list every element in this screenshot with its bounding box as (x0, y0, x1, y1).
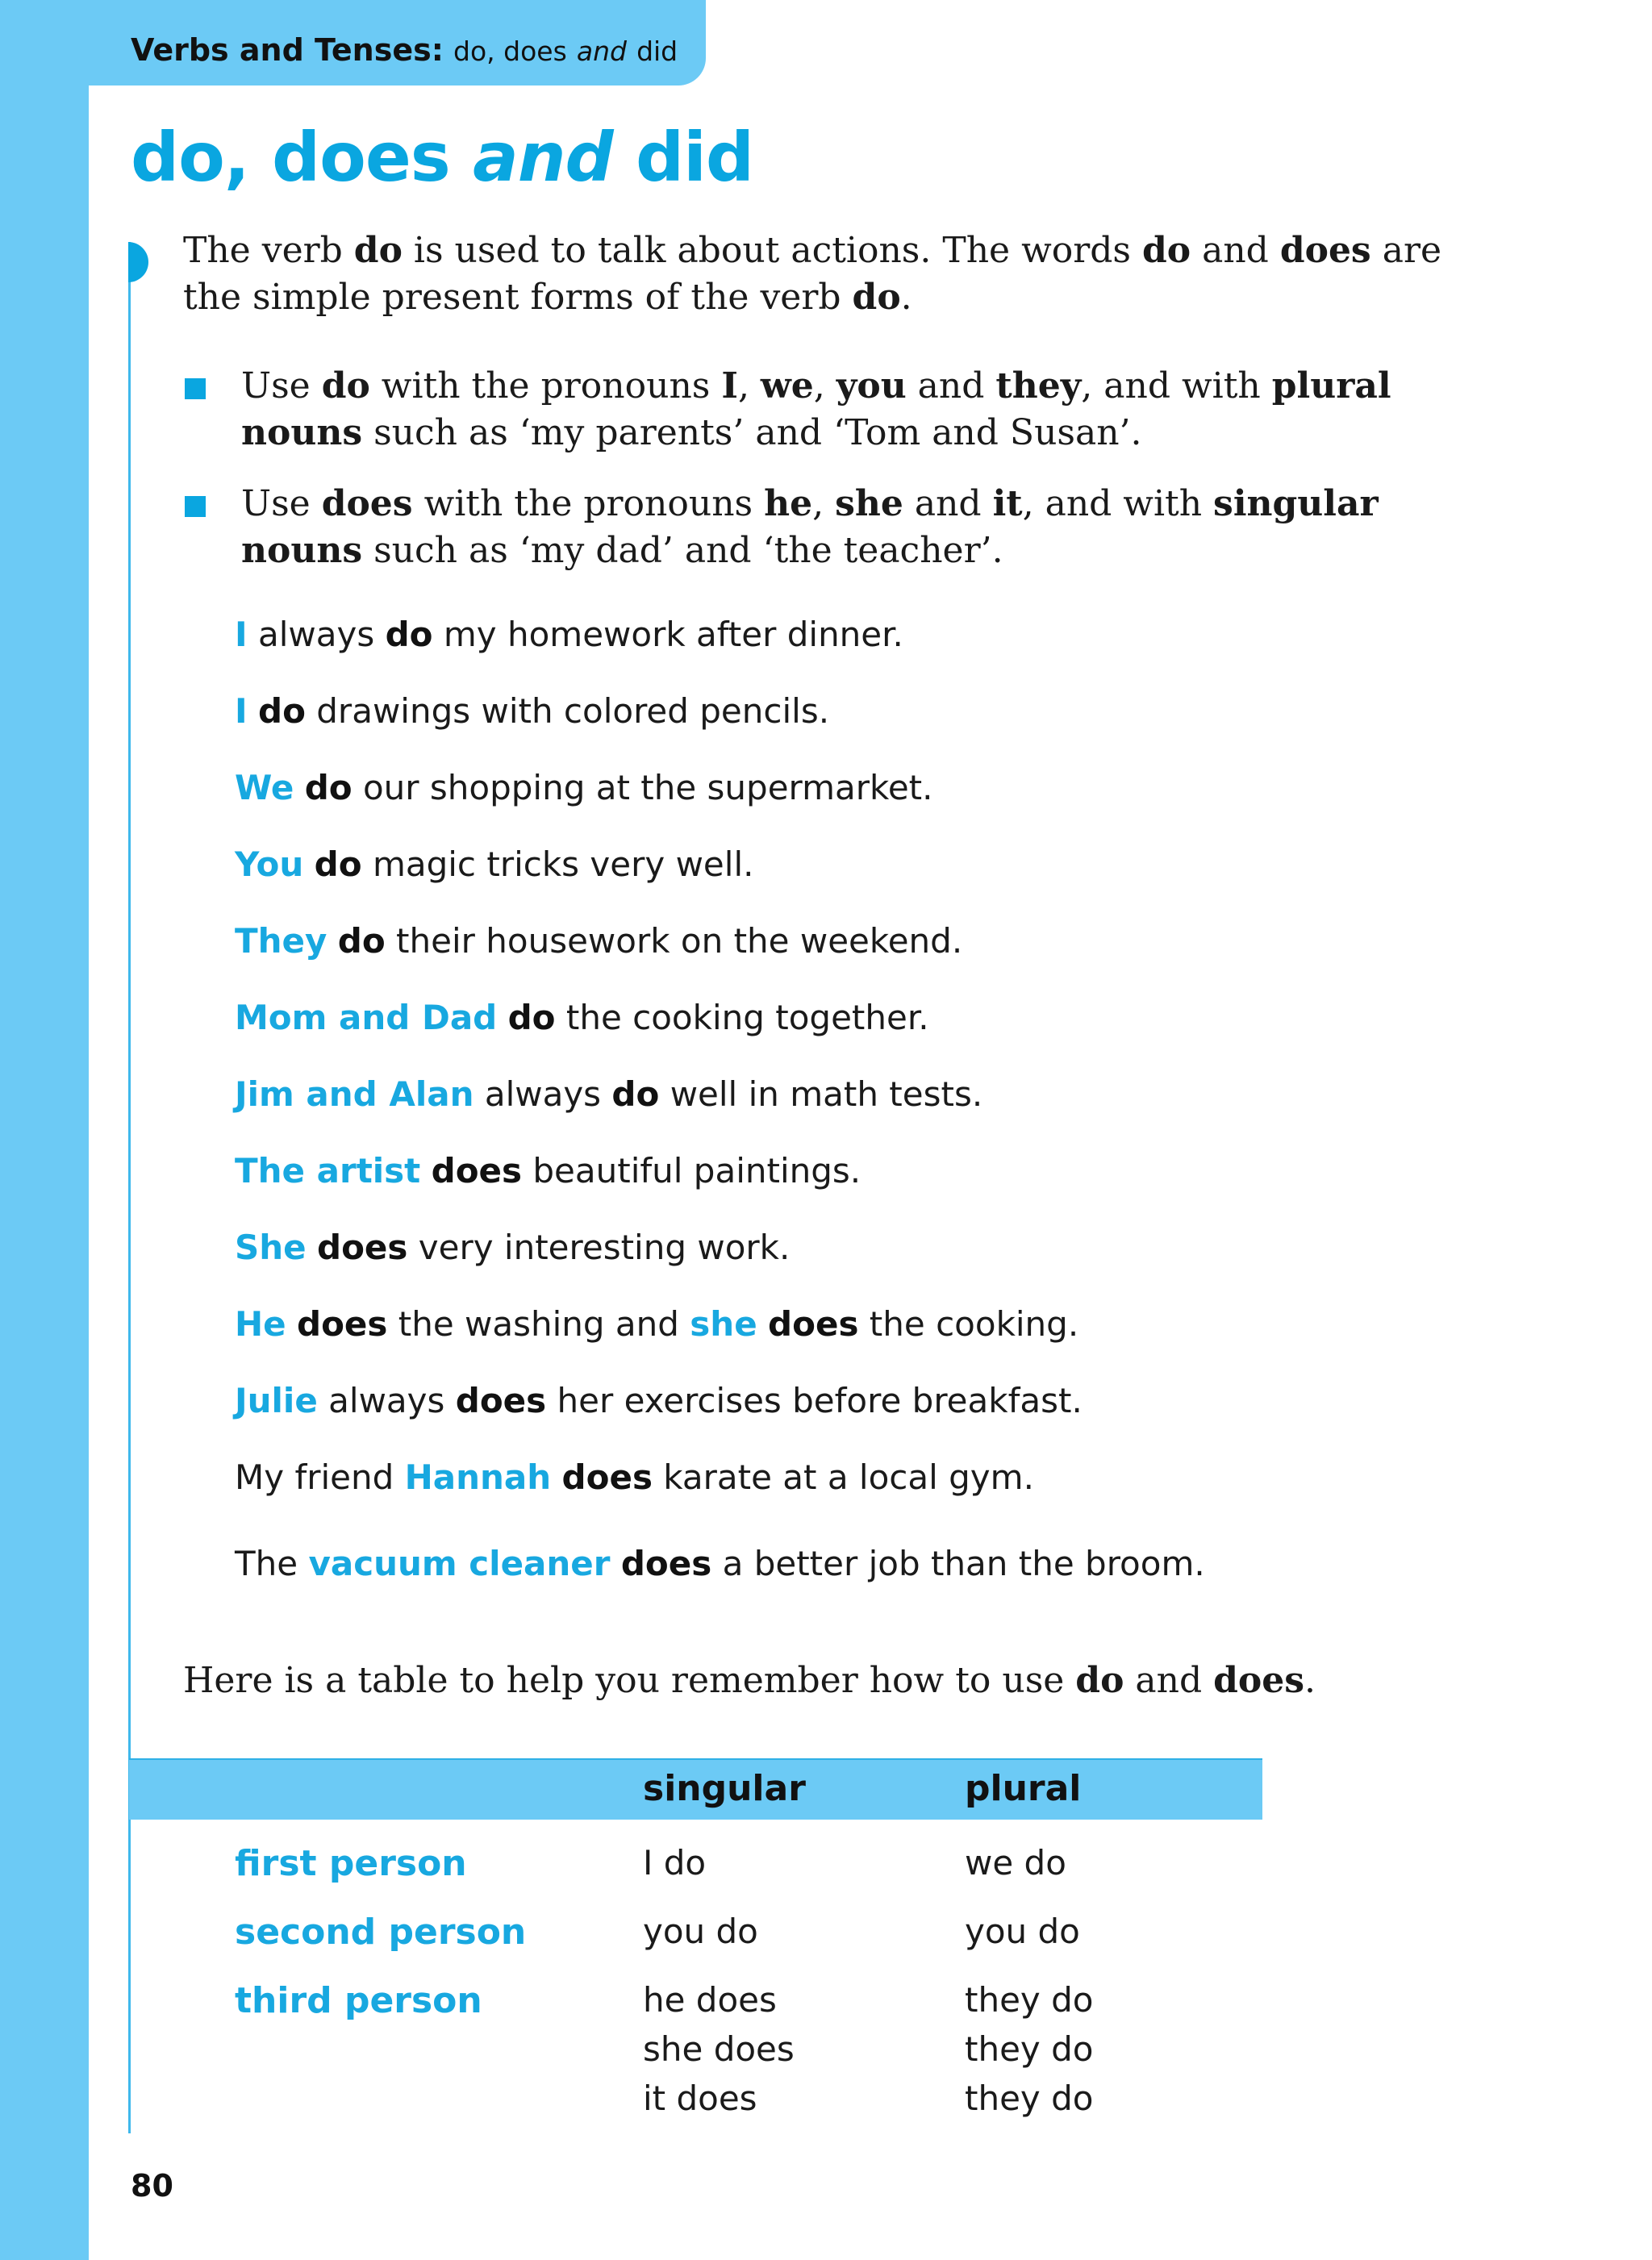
table-row-label: second person (235, 1912, 527, 1953)
example-sentence: He does the washing and she does the cooking. (235, 1304, 1079, 1344)
page-title (131, 118, 753, 197)
margin-rule (128, 242, 131, 2133)
table-row-label: third person (235, 1980, 482, 2021)
table-cell-plural: they do (965, 1980, 1094, 2020)
table-cell-singular: I do (643, 1843, 707, 1883)
left-color-band (0, 0, 89, 2260)
table-cell-plural: they do (965, 2079, 1094, 2118)
table-intro: Here is a table to help you remember how to use do and does. (183, 1660, 1316, 1701)
title-and: and (473, 118, 613, 197)
example-sentence: Mom and Dad do the cooking together. (235, 998, 929, 1037)
table-cell-plural: you do (965, 1912, 1080, 1951)
example-sentence: We do our shopping at the supermarket. (235, 768, 933, 807)
table-cell-singular: she does (643, 2029, 795, 2069)
example-sentence: Jim and Alan always do well in math tests. (235, 1074, 983, 1114)
table-row-label: first person (235, 1843, 467, 1884)
table-cell-singular: it does (643, 2079, 757, 2118)
example-sentence: I always do my homework after dinner. (235, 615, 903, 654)
intro-paragraph: The verb do is used to talk about actions. The words do and does are the simple present forms of the verb do. (183, 230, 1442, 318)
header-topic-pre: do, does (453, 35, 567, 67)
header-section: Verbs and Tenses: (131, 32, 444, 68)
table-header-singular: singular (643, 1768, 806, 1809)
running-header (131, 32, 678, 68)
example-sentence: She does very interesting work. (235, 1228, 791, 1267)
title-pre: do, does (131, 118, 450, 197)
bullet-item: Use does with the pronouns he, she and it, and with singular nouns such as ‘my dad’ and ‘the teacher’. (241, 483, 1379, 571)
bullet-item: Use do with the pronouns I, we, you and they, and with plural nouns such as ‘my parents’ and ‘Tom and Susan’. (241, 365, 1391, 453)
example-sentence: The artist does beautiful paintings. (235, 1151, 861, 1190)
header-topic-post: did (636, 35, 678, 67)
example-sentence: They do their housework on the weekend. (235, 921, 963, 961)
bullet-square-icon (185, 496, 206, 517)
table-header-plural: plural (965, 1768, 1082, 1809)
table-cell-singular: he does (643, 1980, 777, 2020)
title-post: did (635, 118, 753, 197)
page-number: 80 (131, 2168, 173, 2204)
section-marker (128, 242, 148, 282)
example-sentence: My friend Hannah does karate at a local gym. (235, 1457, 1034, 1497)
example-sentence: The vacuum cleaner does a better job than the broom. (235, 1544, 1205, 1583)
example-sentence: Julie always does her exercises before breakfast. (235, 1381, 1083, 1420)
bullet-square-icon (185, 378, 206, 399)
example-sentence: You do magic tricks very well. (235, 844, 754, 884)
header-topic-and: and (576, 35, 627, 67)
table-cell-singular: you do (643, 1912, 758, 1951)
table-cell-plural: they do (965, 2029, 1094, 2069)
table-cell-plural: we do (965, 1843, 1066, 1883)
example-sentence: I do drawings with colored pencils. (235, 691, 830, 731)
